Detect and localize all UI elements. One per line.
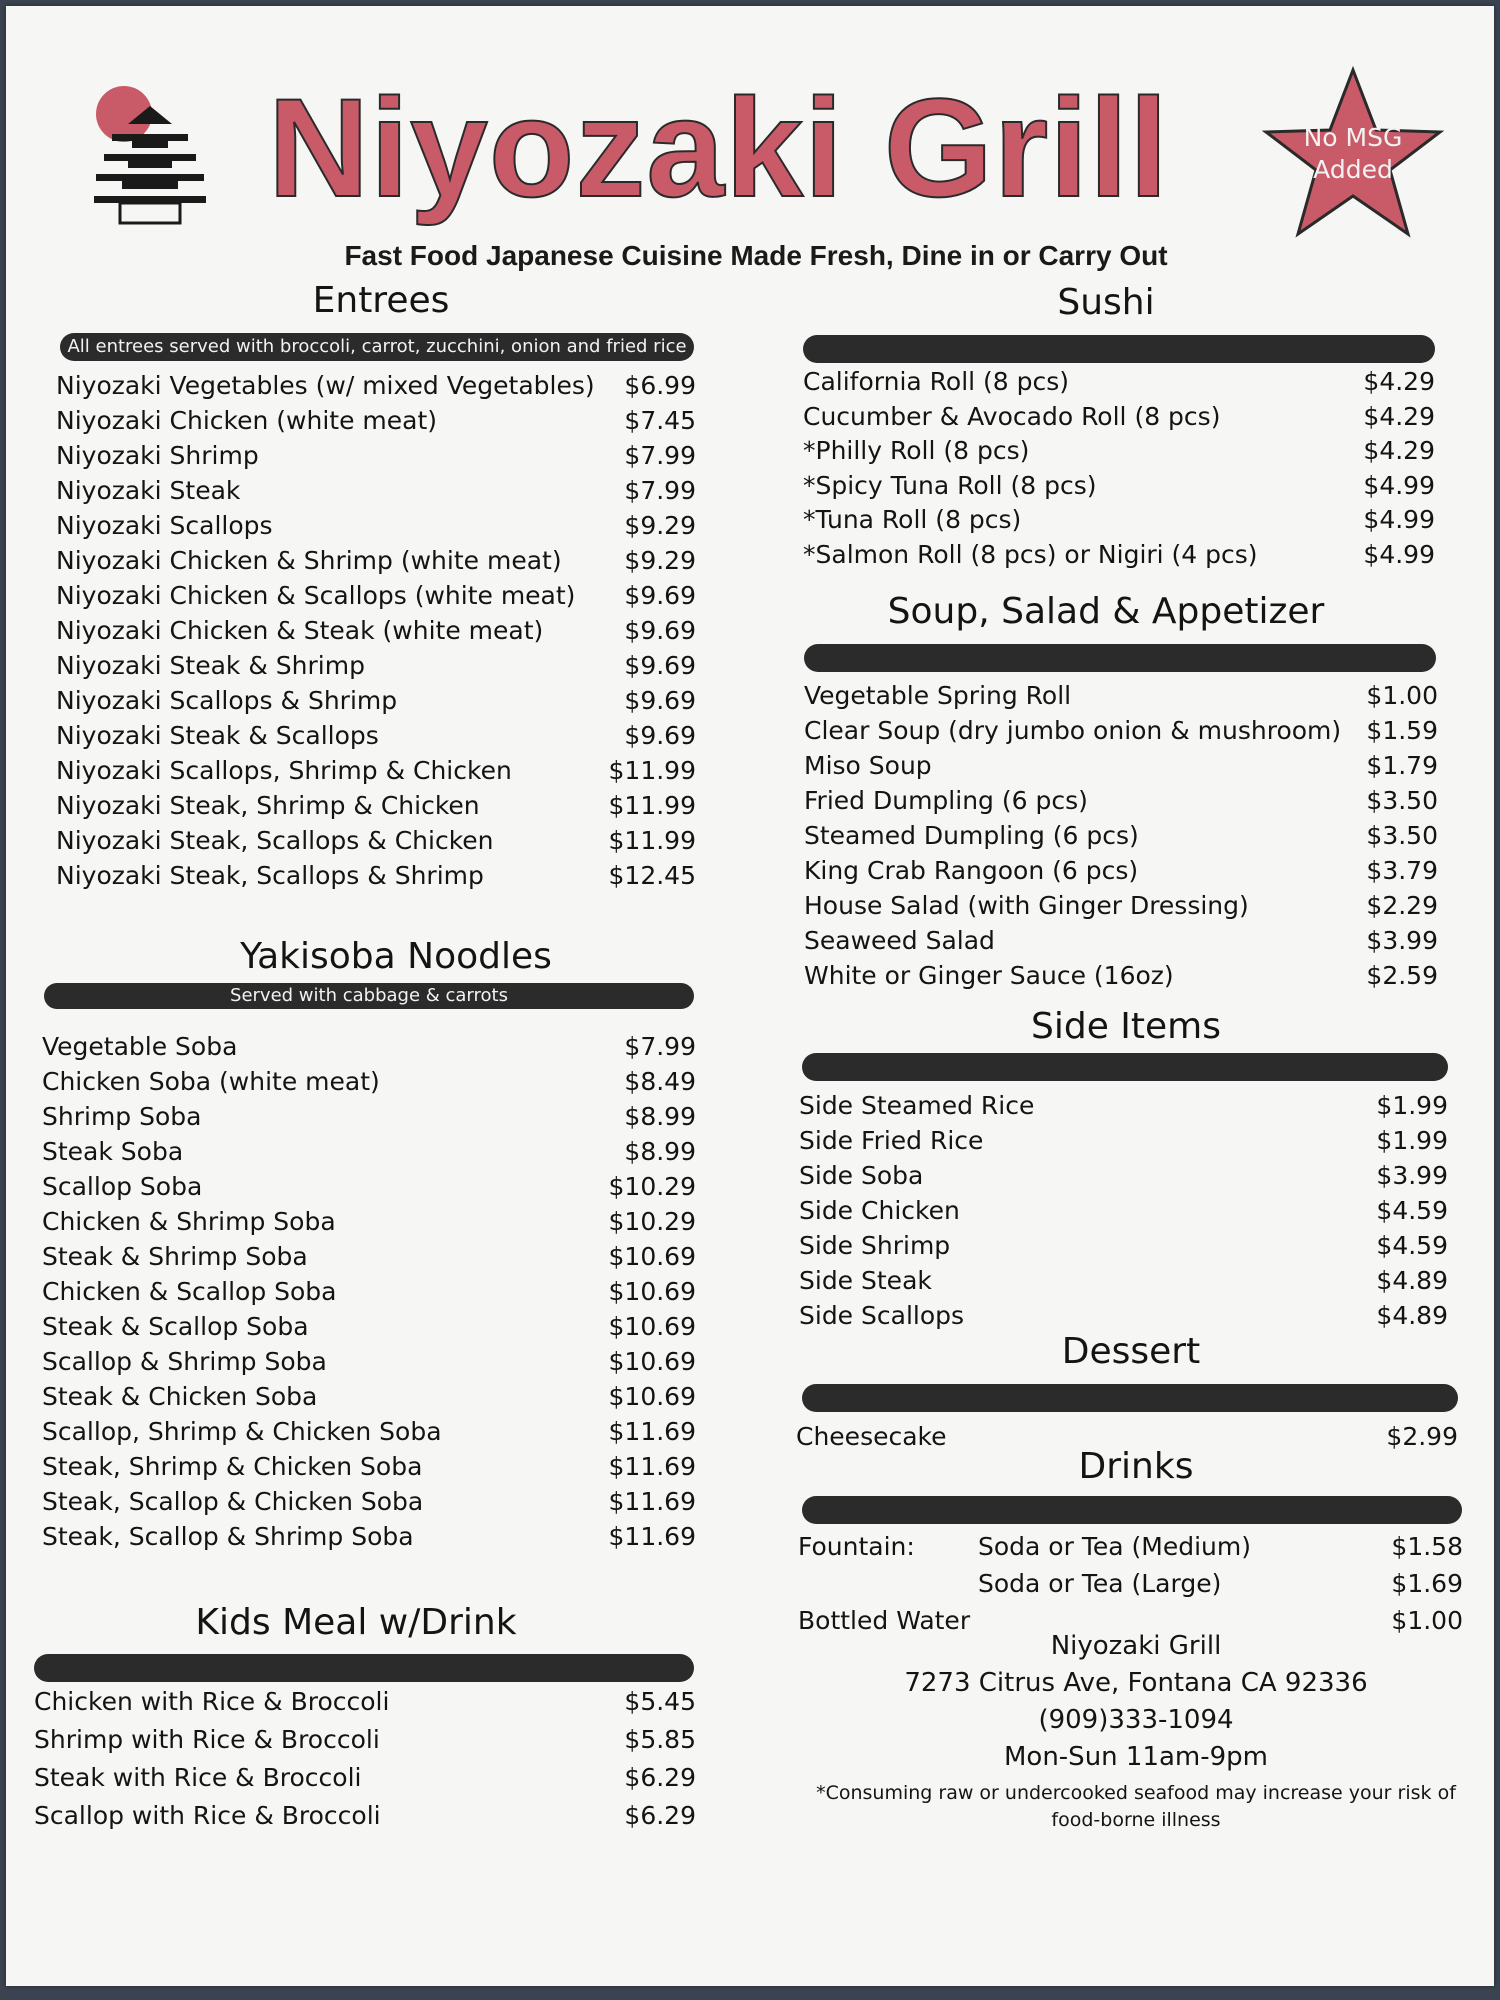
menu-page [6,6,1494,1986]
menu-item-price: $4.29 [1363,401,1435,431]
menu-item-row [56,753,696,788]
menu-item-name: *Salmon Roll (8 pcs) or Nigiri (4 pcs) [803,539,1258,569]
menu-item-price: $11.99 [608,756,696,785]
menu-item-name: White or Ginger Sauce (16oz) [804,961,1174,990]
menu-item-row [42,1274,696,1309]
menu-item-name: Niyozaki Chicken & Steak (white meat) [56,616,544,645]
menu-item-row [804,958,1438,993]
footer-address: 7273 Citrus Ave, Fontana CA 92336 [904,1668,1368,1698]
menu-item-name: Scallop, Shrimp & Chicken Soba [42,1417,442,1446]
menu-item-row [56,473,696,508]
menu-item-price: $11.69 [608,1452,696,1481]
menu-item-name: Niyozaki Steak & Shrimp [56,651,365,680]
menu-item-row [56,788,696,823]
side-items-title: Side Items [1030,1006,1221,1047]
menu-item-price: $2.59 [1366,961,1438,990]
menu-item-row [42,1064,696,1099]
menu-item-name: Side Fried Rice [799,1126,984,1155]
yakisoba-title: Yakisoba Noodles [240,936,552,977]
footer-phone: (909)333-1094 [1038,1705,1234,1735]
menu-item-row [56,823,696,858]
menu-item-row [56,718,696,753]
menu-item-name: Scallop with Rice & Broccoli [34,1801,381,1830]
menu-item-price: $3.79 [1366,856,1438,885]
menu-item-price: $1.59 [1366,716,1438,745]
menu-item-name: Steamed Dumpling (6 pcs) [804,821,1139,850]
drink-name: Soda or Tea (Large) [978,1569,1222,1598]
menu-item-price: $3.50 [1366,786,1438,815]
side-items-bar [802,1053,1448,1081]
menu-item-price: $10.69 [608,1277,696,1306]
menu-item-row [42,1204,696,1239]
menu-item-price: $10.69 [608,1382,696,1411]
soup-salad-list [804,678,1438,993]
menu-item-row [42,1414,696,1449]
menu-item-name: Niyozaki Chicken (white meat) [56,406,438,435]
menu-item-row [799,1298,1448,1333]
fountain-label: Fountain: [798,1532,915,1561]
menu-item-row [42,1169,696,1204]
menu-item-price: $6.29 [624,1763,696,1792]
menu-item-name: Side Shrimp [799,1231,951,1260]
sushi-title: Sushi [1057,282,1155,323]
no-msg-badge: No MSG Added [1303,123,1403,184]
drink-row [798,1565,1463,1602]
menu-item-name: Chicken with Rice & Broccoli [34,1687,390,1716]
menu-item-name: Niyozaki Chicken & Scallops (white meat) [56,581,576,610]
drink-price: $1.00 [1391,1606,1463,1635]
menu-item-row [803,399,1435,434]
menu-item-row [804,888,1438,923]
menu-item-row [804,783,1438,818]
menu-item-name: Niyozaki Shrimp [56,441,259,470]
menu-item-name: Scallop & Shrimp Soba [42,1347,327,1376]
yakisoba-note-bar: Served with cabbage & carrots [44,983,694,1009]
drinks-bar [802,1496,1462,1524]
restaurant-info [796,1628,1476,1834]
menu-item-name: Steak, Shrimp & Chicken Soba [42,1452,423,1481]
menu-item-name: Cucumber & Avocado Roll (8 pcs) [803,401,1221,431]
menu-item-row [56,683,696,718]
menu-item-price: $10.29 [608,1172,696,1201]
bottled-water-label: Bottled Water [798,1606,971,1635]
menu-item-name: Steak & Chicken Soba [42,1382,318,1411]
menu-item-row [42,1484,696,1519]
menu-item-name: Clear Soup (dry jumbo onion & mushroom) [804,716,1342,745]
menu-item-price: $1.79 [1366,751,1438,780]
menu-item-row [56,648,696,683]
menu-item-name: Side Scallops [799,1301,965,1330]
side-items-list [799,1088,1448,1333]
menu-item-name: King Crab Rangoon (6 pcs) [804,856,1139,885]
menu-item-row [56,613,696,648]
menu-item-row [56,508,696,543]
menu-item-name: Chicken & Scallop Soba [42,1277,337,1306]
menu-item-row [42,1519,696,1554]
menu-item-name: Steak Soba [42,1137,184,1166]
menu-item-name: Niyozaki Chicken & Shrimp (white meat) [56,546,562,575]
menu-item-row [42,1134,696,1169]
menu-item-row [34,1721,696,1759]
kids-meal-list [34,1683,696,1835]
menu-item-row [34,1759,696,1797]
menu-item-name: Vegetable Spring Roll [804,681,1072,710]
menu-item-price: $1.99 [1376,1126,1448,1155]
menu-item-name: Niyozaki Scallops, Shrimp & Chicken [56,756,512,785]
tagline: Fast Food Japanese Cuisine Made Fresh, Dine in or Carry Out [344,240,1168,271]
menu-item-row [803,502,1435,537]
menu-item-price: $2.29 [1366,891,1438,920]
entrees-note-bar: All entrees served with broccoli, carrot, zucchini, onion and fried rice [60,333,694,361]
menu-item-price: $9.69 [624,721,696,750]
menu-item-row [799,1263,1448,1298]
menu-item-name: Side Steak [799,1266,932,1295]
menu-item-name: Side Steamed Rice [799,1091,1035,1120]
menu-item-name: *Spicy Tuna Roll (8 pcs) [803,470,1097,500]
menu-item-name: Niyozaki Steak, Scallops & Chicken [56,826,494,855]
menu-item-name: Steak with Rice & Broccoli [34,1763,362,1792]
drink-row [798,1528,1463,1565]
menu-item-row [799,1088,1448,1123]
menu-item-name: House Salad (with Ginger Dressing) [804,891,1249,920]
menu-item-price: $1.00 [1366,681,1438,710]
menu-item-price: $8.99 [624,1102,696,1131]
menu-item-price: $3.99 [1376,1161,1448,1190]
menu-item-price: $4.89 [1376,1301,1448,1330]
footer-name: Niyozaki Grill [1050,1631,1222,1661]
menu-item-row [804,923,1438,958]
menu-item-price: $7.99 [624,441,696,470]
menu-item-name: California Roll (8 pcs) [803,367,1070,396]
dessert-bar [802,1384,1458,1412]
menu-item-name: Steak, Scallop & Chicken Soba [42,1487,424,1516]
menu-item-name: Chicken & Shrimp Soba [42,1207,336,1236]
menu-item-row [804,748,1438,783]
sushi-list [803,364,1435,571]
menu-item-price: $9.69 [624,651,696,680]
menu-item-price: $9.69 [624,581,696,610]
menu-item-price: $4.99 [1363,505,1435,534]
menu-item-price: $9.69 [624,616,696,645]
menu-item-row [803,433,1435,468]
menu-item-row [34,1683,696,1721]
menu-item-price: $5.85 [624,1725,696,1754]
menu-item-price: $11.69 [608,1522,696,1551]
menu-item-row [42,1029,696,1064]
menu-item-name: Vegetable Soba [42,1032,238,1061]
soup-salad-bar [804,644,1436,672]
menu-item-price: $4.59 [1376,1231,1448,1260]
menu-item-name: *Philly Roll (8 pcs) [803,436,1030,465]
menu-item-row [799,1158,1448,1193]
menu-item-row [42,1449,696,1484]
menu-item-name: Niyozaki Steak [56,476,241,505]
menu-item-price: $8.99 [624,1137,696,1166]
menu-item-name: Shrimp with Rice & Broccoli [34,1725,380,1754]
kids-meal-bar [34,1654,694,1682]
restaurant-title: Niyozaki Grill [268,69,1169,226]
menu-item-price: $3.99 [1366,926,1438,955]
menu-item-name: Cheesecake [796,1422,947,1451]
menu-item-row [42,1309,696,1344]
menu-item-price: $4.29 [1363,367,1435,396]
menu-item-price: $4.99 [1363,470,1435,500]
menu-item-row [803,364,1435,399]
menu-item-row [803,537,1435,572]
menu-item-price: $7.45 [624,406,696,435]
menu-item-row [804,853,1438,888]
menu-item-price: $9.29 [624,511,696,540]
menu-item-name: Miso Soup [804,751,932,780]
menu-item-name: Steak & Scallop Soba [42,1312,309,1341]
menu-item-price: $4.29 [1363,436,1435,465]
menu-item-row [34,1797,696,1835]
menu-item-row [804,678,1438,713]
menu-item-row [803,468,1435,503]
menu-item-price: $10.69 [608,1312,696,1341]
menu-item-name: Niyozaki Steak & Scallops [56,721,379,750]
menu-item-row [56,403,696,438]
menu-item-price: $2.99 [1386,1422,1458,1451]
entrees-title: Entrees [312,280,450,321]
menu-item-name: Niyozaki Scallops & Shrimp [56,686,398,715]
menu-item-name: Steak & Shrimp Soba [42,1242,308,1271]
menu-item-price: $11.99 [608,791,696,820]
footer-hours: Mon-Sun 11am-9pm [1003,1742,1269,1772]
pagoda-sun-icon [94,84,206,230]
menu-item-price: $5.45 [624,1687,696,1716]
menu-item-price: $11.69 [608,1487,696,1516]
menu-item-price: $8.49 [624,1067,696,1096]
menu-item-row [799,1123,1448,1158]
menu-item-name: Fried Dumpling (6 pcs) [804,786,1088,815]
menu-item-price: $6.29 [624,1801,696,1830]
menu-item-price: $9.29 [624,546,696,575]
menu-item-row [56,438,696,473]
menu-item-price: $9.69 [624,686,696,715]
menu-item-price: $4.59 [1376,1196,1448,1225]
menu-item-price: $10.69 [608,1242,696,1271]
soup-salad-title: Soup, Salad & Appetizer [887,591,1325,632]
menu-item-price: $1.99 [1376,1091,1448,1120]
menu-item-name: Niyozaki Scallops [56,511,273,540]
menu-item-price: $3.50 [1366,821,1438,850]
food-safety-disclaimer: *Consuming raw or undercooked seafood may increase your risk of food-borne illness [816,1782,1456,1831]
menu-item-price: $6.99 [624,371,696,400]
kids-meal-title: Kids Meal w/Drink [195,1602,517,1643]
menu-item-name: Shrimp Soba [42,1102,202,1131]
menu-item-price: $12.45 [608,861,696,890]
menu-item-name: Niyozaki Steak, Scallops & Shrimp [56,861,484,890]
menu-item-name: Niyozaki Steak, Shrimp & Chicken [56,791,480,820]
menu-item-price: $10.29 [608,1207,696,1236]
menu-item-row [42,1239,696,1274]
menu-item-name: *Tuna Roll (8 pcs) [803,505,1022,534]
menu-item-row [799,1228,1448,1263]
menu-item-name: Steak, Scallop & Shrimp Soba [42,1522,414,1551]
menu-item-price: $7.99 [624,1032,696,1061]
menu-item-row [56,578,696,613]
menu-item-price: $7.99 [624,476,696,505]
drink-price: $1.58 [1391,1532,1463,1561]
menu-item-row [56,543,696,578]
menu-item-row [804,818,1438,853]
menu-item-name: Chicken Soba (white meat) [42,1067,380,1096]
menu-item-name: Side Soba [799,1161,924,1190]
menu-item-name: Side Chicken [799,1196,960,1225]
menu-item-row [42,1344,696,1379]
menu-item-price: $10.69 [608,1347,696,1376]
drinks-list [798,1528,1463,1639]
menu-item-row [56,858,696,893]
drink-name: Soda or Tea (Medium) [978,1532,1251,1561]
menu-item-row [42,1379,696,1414]
menu-item-price: $4.89 [1376,1266,1448,1295]
menu-item-name: Seaweed Salad [804,926,995,955]
menu-item-row [804,713,1438,748]
yakisoba-list [42,1029,696,1554]
menu-item-name: Niyozaki Vegetables (w/ mixed Vegetables) [56,371,595,400]
menu-item-row [56,368,696,403]
dessert-title: Dessert [1061,1331,1201,1372]
entrees-list [56,368,696,893]
menu-item-price: $11.99 [608,826,696,855]
drinks-title: Drinks [1078,1446,1194,1487]
menu-item-row [42,1099,696,1134]
sushi-bar [803,335,1435,363]
drink-price: $1.69 [1391,1569,1463,1598]
menu-item-price: $11.69 [608,1417,696,1446]
menu-item-name: Scallop Soba [42,1172,203,1201]
menu-item-price: $4.99 [1363,539,1435,569]
menu-item-row [799,1193,1448,1228]
